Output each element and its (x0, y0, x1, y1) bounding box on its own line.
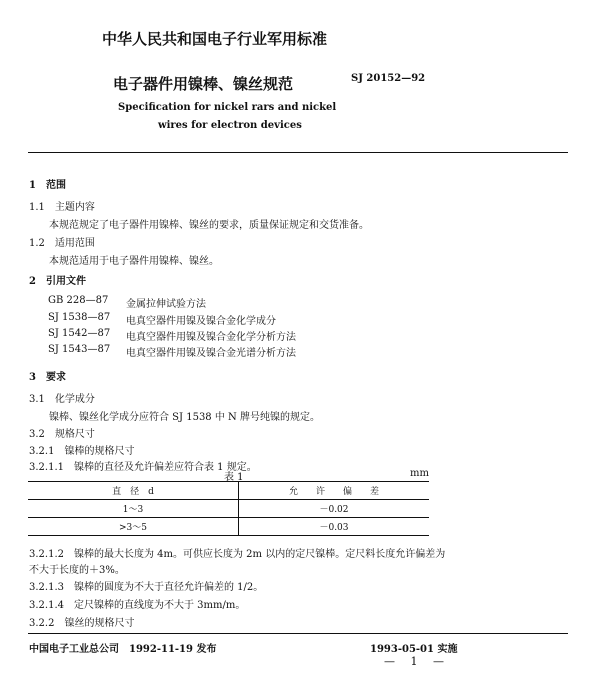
section-3-2-1-2-text-cont: 不大于长度的＋3%。 (29, 565, 125, 576)
column-header-diameter: 直 径 d (28, 482, 239, 500)
table-row (28, 500, 429, 518)
section-1-heading: 1 范围 (29, 180, 66, 191)
doc-title-en-line1: Specification for nickel rars and nickel (118, 102, 337, 113)
page-number: — 1 — (384, 655, 450, 668)
column-header-tolerance: 允 许 偏 差 (239, 482, 430, 500)
section-3-2-2-heading: 3.2.2 镍丝的规格尺寸 (29, 618, 135, 629)
ref-code: SJ 1543—87 (48, 344, 111, 355)
ref-code: GB 228—87 (48, 295, 109, 306)
cell-diameter: >3～5 (28, 518, 239, 536)
section-3-2-1-4-text: 3.2.1.4 定尺镍棒的直线度为不大于 3mm/m。 (29, 600, 246, 611)
section-3-2-1-1-text: 3.2.1.1 镍棒的直径及允许偏差应符合表 1 规定。 (29, 462, 257, 473)
section-2-heading: 2 引用文件 (29, 276, 86, 287)
issue-date: 中国电子工业总公司 1992-11-19 发布 (29, 644, 217, 655)
doc-title-cn: 电子器件用镍棒、镍丝规范 (113, 75, 294, 93)
cell-tolerance: －0.03 (239, 518, 430, 536)
ref-code: SJ 1542—87 (48, 328, 111, 339)
section-3-2-1-heading: 3.2.1 镍棒的规格尺寸 (29, 446, 135, 457)
table-caption: 表 1 (224, 472, 244, 483)
ref-title: 电真空器件用镍及镍合金化学成分 (126, 316, 276, 327)
deviation-table (28, 481, 429, 536)
ref-title: 电真空器件用镍及镍合金化学分析方法 (126, 332, 296, 343)
section-3-2-1-2-text: 3.2.1.2 镍棒的最大长度为 4m。可供应长度为 2m 以内的定尺镍棒。定尺料长度允许偏差为 (29, 549, 446, 560)
section-3-heading: 3 要求 (29, 372, 66, 383)
section-1-2-text: 本规范适用于电子器件用镍棒、镍丝。 (49, 256, 219, 267)
cell-diameter: 1～3 (28, 500, 239, 518)
ref-title: 金属拉伸试验方法 (126, 299, 206, 310)
effective-date: 1993-05-01 实施 (370, 644, 458, 655)
doc-title-en-line2: wires for electron devices (158, 120, 302, 131)
section-3-2-heading: 3.2 规格尺寸 (29, 429, 95, 440)
section-1-1-heading: 1.1 主题内容 (29, 202, 95, 213)
section-1-2-heading: 1.2 适用范围 (29, 238, 95, 249)
table-row (28, 518, 429, 536)
section-3-2-1-3-text: 3.2.1.3 镍棒的圆度为不大于直径允许偏差的 1/2。 (29, 582, 264, 593)
ref-code: SJ 1538—87 (48, 312, 111, 323)
section-3-1-text: 镍棒、镍丝化学成分应符合 SJ 1538 中 N 牌号纯镍的规定。 (49, 412, 320, 423)
cell-tolerance: －0.02 (239, 500, 430, 518)
header-divider (28, 152, 568, 153)
ref-title: 电真空器件用镍及镍合金光谱分析方法 (126, 348, 296, 359)
footer-divider (28, 633, 568, 634)
table-header-row (28, 482, 429, 500)
section-1-1-text: 本规范规定了电子器件用镍棒、镍丝的要求，质量保证规定和交货准备。 (49, 220, 369, 231)
section-3-1-heading: 3.1 化学成分 (29, 394, 95, 405)
issuing-org-line: 中华人民共和国电子行业军用标准 (102, 30, 328, 48)
table-unit: mm (410, 468, 429, 479)
standard-number: SJ 20152—92 (351, 73, 426, 84)
